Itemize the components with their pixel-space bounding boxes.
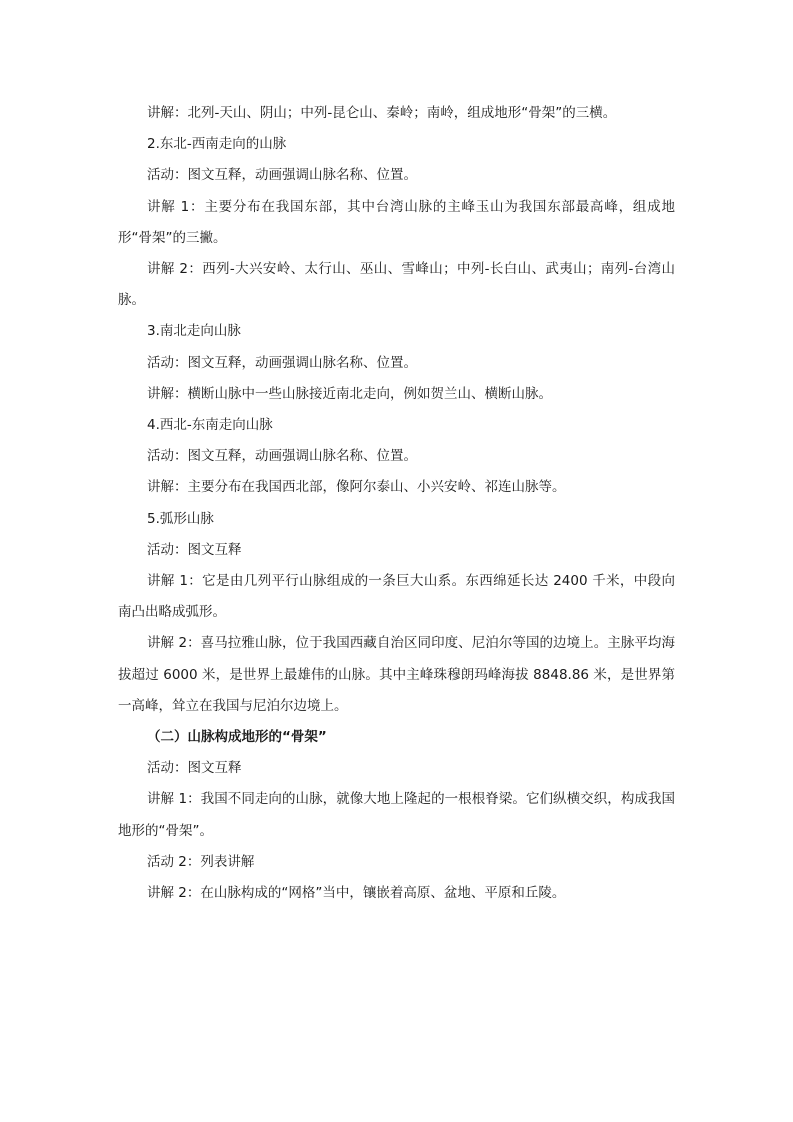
paragraph-explain-east-west: 讲解：北列-天山、阴山；中列-昆仑山、秦岭；南岭，组成地形“骨架”的三横。 [147,105,617,121]
paragraph-activity: 活动：图文互释，动画强调山脉名称、位置。 [147,354,417,371]
paragraph-explain-1: 讲解 1：主要分布在我国东部，其中台湾山脉的主峰玉山为我国东部最高峰，组成地形“骨架”的三撇。 [118,198,675,246]
paragraph-activity-2: 活动 2：列表讲解 [147,853,255,870]
paragraph-activity: 活动：图文互释，动画强调山脉名称、位置。 [147,448,417,465]
paragraph-activity: 活动：图文互释，动画强调山脉名称、位置。 [147,167,417,184]
paragraph-explain-1: 讲解 1：我国不同走向的山脉，就像大地上隆起的一根根脊梁。它们纵横交织，构成我国地形的“骨架”。 [118,791,675,839]
paragraph-explain-2: 讲解 2：西列-大兴安岭、太行山、巫山、雪峰山；中列-长白山、武夷山；南列-台湾山脉。 [118,261,675,309]
paragraph-explain-2: 讲解 2：在山脉构成的“网格”当中，镶嵌着高原、盆地、平原和丘陵。 [147,885,566,902]
heading-arc-mountains: 5.弧形山脉 [147,510,214,527]
paragraph-explain: 讲解：主要分布在我国西北部，像阿尔泰山、小兴安岭、祁连山脉等。 [147,479,566,496]
section-heading-skeleton: （二）山脉构成地形的“骨架” [147,729,327,746]
paragraph-explain-2: 讲解 2：喜马拉雅山脉，位于我国西藏自治区同印度、尼泊尔等国的边境上。主脉平均海拔超过 6000 米，是世界上最雄伟的山脉。其中主峰珠穆朗玛峰海拔 8848.86 米，是世界第一高峰，耸立在我国与尼泊尔边境上。 [118,635,675,714]
heading-north-south-mountains: 3.南北走向山脉 [147,323,241,340]
paragraph-activity: 活动：图文互释 [147,760,242,777]
paragraph-explain: 讲解：横断山脉中一些山脉接近南北走向，例如贺兰山、横断山脉。 [147,385,552,402]
heading-nw-se-mountains: 4.西北-东南走向山脉 [147,417,273,434]
heading-ne-sw-mountains: 2.东北-西南走向的山脉 [147,136,287,153]
document-page [118,98,675,909]
paragraph-explain-1: 讲解 1：它是由几列平行山脉组成的一条巨大山系。东西绵延长达 2400 千米，中段向南凸出略成弧形。 [118,573,675,621]
paragraph-activity: 活动：图文互释 [147,541,242,558]
